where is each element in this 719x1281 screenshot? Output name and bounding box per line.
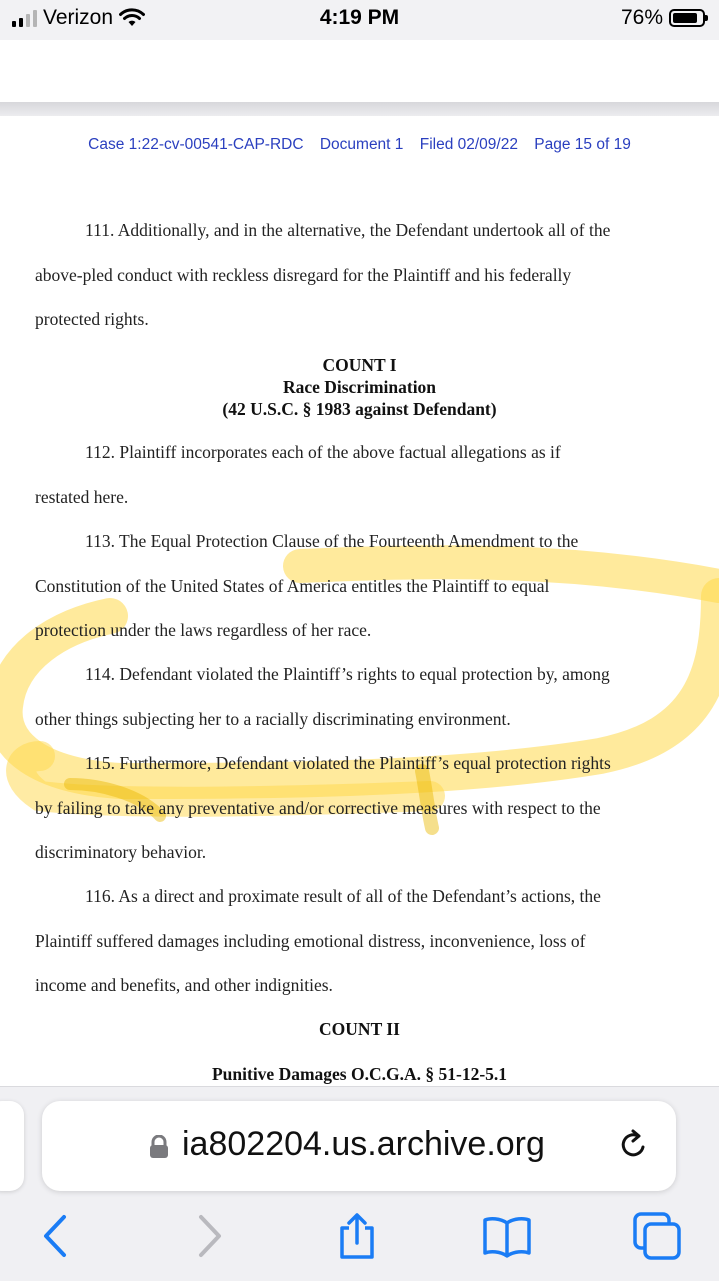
forward-icon[interactable] (185, 1211, 235, 1261)
paragraph-line: 116. As a direct and proximate result of all of the Defendant’s actions, the (85, 886, 601, 906)
paragraph-line: protection under the laws regardless of her race. (35, 620, 372, 640)
paragraph-line: 114. Defendant violated the Plaintiff’s rights to equal protection by, among (85, 664, 610, 684)
count-subtitle: Punitive Damages O.C.G.A. § 51-12-5.1 (211, 1064, 508, 1084)
paragraph-line: other things subjecting her to a racially discriminating environment. (35, 708, 511, 729)
paragraph-line: discriminatory behavior. (35, 842, 207, 862)
count-subtitle: Race Discrimination (282, 377, 437, 397)
page-top-margin (0, 40, 719, 102)
paragraph-line: restated here. (35, 486, 129, 507)
paragraph-112 (35, 430, 685, 519)
page-divider (0, 102, 719, 116)
browser-toolbar (0, 1086, 719, 1281)
page-number: Page 15 of 19 (534, 136, 631, 153)
carrier-label: Verizon (43, 6, 114, 29)
paragraph-line: 115. Furthermore, Defendant violated the Plaintiff’s equal protection rights (85, 753, 611, 773)
paragraph-line: Plaintiff suffered damages including emotional distress, inconvenience, loss of (35, 930, 586, 951)
paragraph-115 (35, 741, 685, 875)
paragraph-line: Constitution of the United States of America entitles the Plaintiff to equal (35, 575, 550, 596)
battery-indicator (621, 6, 705, 30)
tabs-icon[interactable] (632, 1211, 682, 1261)
paragraph-116 (35, 874, 685, 1008)
count-2-heading (0, 1018, 719, 1040)
paragraph-line: protected rights. (35, 309, 149, 329)
filed-date: Filed 02/09/22 (419, 136, 518, 153)
back-icon[interactable] (30, 1211, 80, 1261)
clock: 4:19 PM (319, 6, 400, 29)
pdf-page (0, 116, 719, 1086)
count-title: COUNT II (319, 1019, 400, 1039)
reload-icon[interactable] (616, 1127, 652, 1163)
url-text: ia802204.us.archive.org (182, 1125, 545, 1163)
case-number: Case 1:22-cv-00541-CAP-RDC (88, 136, 304, 153)
bookmarks-icon[interactable] (482, 1211, 532, 1261)
paragraph-line: 111. Additionally, and in the alternative, the Defendant undertook all of the (85, 220, 611, 240)
pdf-header (0, 136, 719, 154)
paragraph-line: 112. Plaintiff incorporates each of the above factual allegations as if (85, 442, 561, 462)
battery-icon (669, 9, 705, 27)
paragraph-line: above-pled conduct with reckless disregard for the Plaintiff and his federally (35, 264, 572, 285)
share-icon[interactable] (332, 1211, 382, 1261)
paragraph-line: 113. The Equal Protection Clause of the Fourteenth Amendment to the (85, 531, 579, 551)
status-bar (0, 0, 719, 40)
previous-tab-card[interactable] (0, 1101, 24, 1191)
paragraph-111 (35, 208, 685, 342)
battery-percent: 76% (620, 6, 663, 29)
paragraph-113 (35, 519, 685, 653)
paragraph-line: income and benefits, and other indignities. (35, 975, 333, 995)
count-title: COUNT I (322, 355, 397, 375)
count-1-heading (0, 354, 719, 420)
address-bar[interactable] (42, 1101, 676, 1191)
count-statute: (42 U.S.C. § 1983 against Defendant) (222, 399, 497, 419)
paragraph-line: by failing to take any preventative and/or corrective measures with respect to the (35, 797, 601, 818)
lock-icon (148, 1135, 170, 1159)
paragraph-114 (35, 652, 685, 741)
count-2-subtitle (0, 1063, 719, 1085)
document-number: Document 1 (319, 136, 404, 153)
